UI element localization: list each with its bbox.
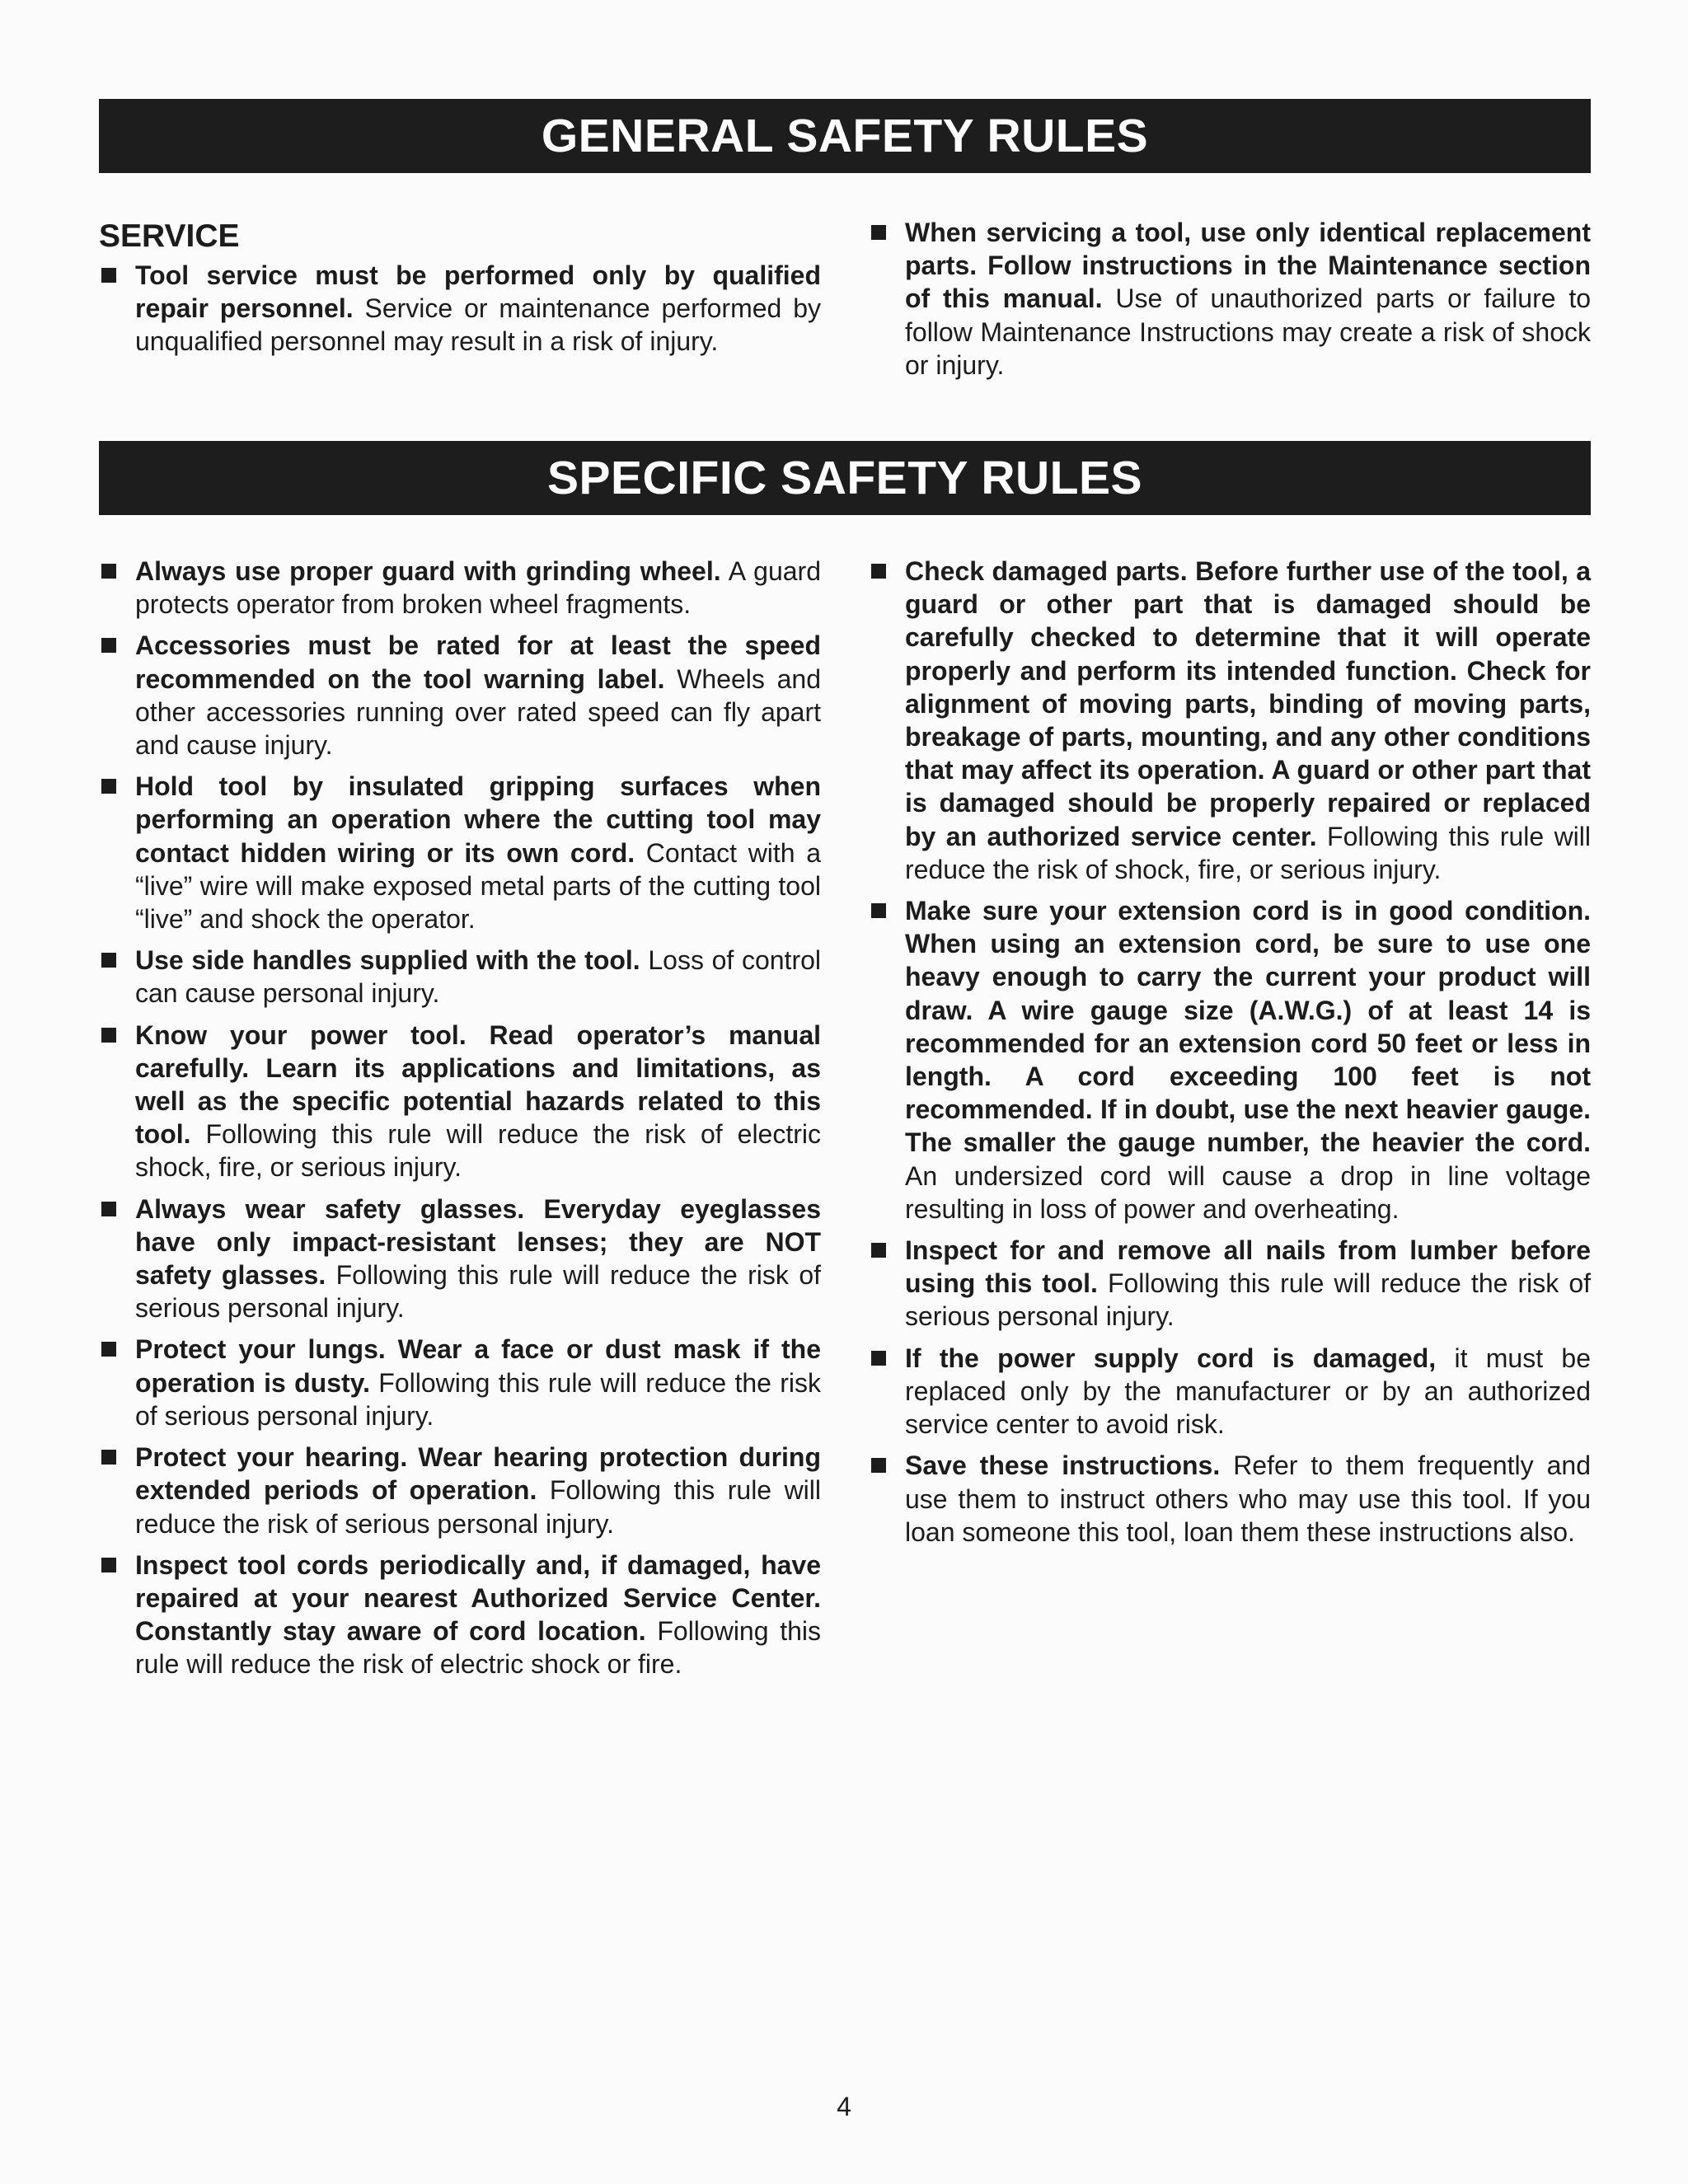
general-left-column (99, 216, 821, 390)
rule-bold-text: Inspect for and remove all nails from lumber before using this tool. (905, 1235, 1591, 1299)
rule-item (99, 944, 821, 1010)
square-bullet-icon (101, 1342, 116, 1357)
rule-body-text: Wheels and other accessories running over rated speed can fly apart and cause injury. (135, 663, 822, 761)
rule-item (99, 555, 821, 621)
rule-bold-text: Accessories must be rated for at least the speed recommended on the tool warning label. (135, 630, 821, 694)
general-right-list (869, 216, 1591, 382)
square-bullet-icon (101, 953, 116, 968)
page-number: 4 (837, 2092, 851, 2121)
rule-body-text: An undersized cord will cause a drop in line voltage resulting in loss of power and overheating. (905, 1160, 1591, 1224)
rule-item (869, 1342, 1591, 1441)
rule-body-text: it must be replaced only by the manufacturer or by an authorized service center to avoid risk. (905, 1343, 1592, 1440)
general-left-list (99, 259, 821, 359)
rule-bold-text: Make sure your extension cord is in good condition. When using an extension cord, be sure to use one heavy enough to carry the current your product will draw. A wire gauge size (A.W.G.) of at least 14 is recommended for an extension cord 50 feet or less in length. A cord exceeding 100 feet is not recommended. If in doubt, use the next heavier gauge. The smaller the gauge number, the heavier the cord. (905, 896, 1591, 1158)
rule-bold-text: Inspect tool cords periodically and, if damaged, have repaired at your nearest Authorized Service Center. Constantly stay aware of cord location. (135, 1549, 821, 1647)
square-bullet-icon (871, 1243, 886, 1258)
square-bullet-icon (101, 268, 116, 283)
square-bullet-icon (101, 1028, 116, 1043)
rule-body-text: Following this rule will reduce the risk of electric shock, fire, or serious injury. (135, 1119, 821, 1183)
rule-item (99, 1019, 821, 1184)
rule-item (869, 555, 1591, 886)
general-right-column (869, 216, 1591, 390)
rule-bold-text: Hold tool by insulated gripping surfaces when performing an operation where the cutting tool may contact hidden wiring or its own cord. (135, 771, 821, 868)
rule-bold-text: Always wear safety glasses. Everyday eyeglasses have only impact-resistant lenses; they are NOT safety glasses. (135, 1193, 821, 1291)
rule-body-text: Following this rule will reduce the risk of shock, fire, or serious injury. (905, 821, 1592, 884)
square-bullet-icon (871, 1458, 886, 1473)
service-heading: SERVICE (99, 218, 240, 254)
rule-item (99, 1333, 821, 1432)
rule-body-text: Following this rule will reduce the risk of electric shock or fire. (135, 1616, 822, 1680)
rule-body-text: Following this rule will reduce the risk of serious personal injury. (905, 1268, 1591, 1332)
rule-item (869, 1449, 1591, 1549)
square-bullet-icon (101, 1558, 116, 1572)
general-safety-rules-title: GENERAL SAFETY RULES (541, 110, 1149, 162)
rule-item (99, 259, 821, 359)
specific-right-column (869, 555, 1591, 1690)
rule-item (869, 894, 1591, 1226)
rule-bold-text: Protect your lungs. Wear a face or dust mask if the operation is dusty. (135, 1334, 821, 1398)
rule-body-text: Following this rule will reduce the risk of serious personal injury. (135, 1260, 822, 1324)
square-bullet-icon (101, 779, 116, 794)
specific-left-list (99, 555, 821, 1681)
rule-bold-text: Save these instructions. (905, 1451, 1221, 1481)
specific-safety-rules-banner (99, 441, 1591, 515)
rule-item (99, 770, 821, 935)
rule-bold-text: Protect your hearing. Wear hearing protection during extended periods of operation. (135, 1442, 821, 1506)
general-safety-rules-banner (99, 99, 1591, 173)
rule-body-text: Following this rule will reduce the risk of serious personal injury. (135, 1475, 822, 1539)
rule-bold-text: Tool service must be performed only by qualified repair personnel. (135, 260, 821, 324)
rule-item (99, 629, 821, 762)
specific-right-list (869, 555, 1591, 1549)
specific-rules-columns (99, 555, 1591, 1690)
rule-item (99, 1549, 821, 1681)
square-bullet-icon (871, 903, 886, 918)
square-bullet-icon (101, 564, 116, 579)
rule-item (869, 216, 1591, 382)
rule-body-text: Refer to them frequently and use them to instruct others who may use this tool. If you loan someone this tool, loan them these instructions also. (905, 1451, 1592, 1547)
rule-body-text: Use of unauthorized parts or failure to follow Maintenance Instructions may create a risk of shock or injury. (905, 284, 1592, 380)
square-bullet-icon (101, 1450, 116, 1465)
square-bullet-icon (871, 564, 886, 579)
rule-bold-text: Use side handles supplied with the tool. (135, 945, 640, 976)
specific-left-column (99, 555, 821, 1690)
square-bullet-icon (101, 638, 116, 653)
specific-safety-rules-title: SPECIFIC SAFETY RULES (546, 452, 1143, 505)
rule-bold-text: If the power supply cord is damaged, (905, 1343, 1437, 1373)
rule-body-text: Following this rule will reduce the risk of serious personal injury. (135, 1367, 821, 1431)
rule-body-text: Loss of control can cause personal injury. (135, 945, 822, 1009)
rule-bold-text: Always use proper guard with grinding wheel. (135, 556, 721, 587)
square-bullet-icon (871, 1351, 886, 1366)
rule-body-text: Service or maintenance performed by unqualified personnel may result in a risk of injury. (135, 293, 822, 357)
rule-item (869, 1234, 1591, 1333)
manual-page (99, 99, 1591, 1690)
rule-bold-text: Know your power tool. Read operator’s manual carefully. Learn its applications and limitations, as well as the specific potential hazards related to this tool. (135, 1019, 821, 1150)
rule-item (99, 1193, 821, 1325)
rule-bold-text: Check damaged parts. Before further use of the tool, a guard or other part that is damaged should be carefully checked to determine that it will operate properly and perform its intended function. Check for alignment of moving parts, binding of moving parts, breakage of parts, mounting, and any other conditions that may affect its operation. A guard or other part that is damaged should be properly repaired or replaced by an authorized service center. (905, 556, 1591, 851)
rule-body-text: Contact with a “live” wire will make exposed metal parts of the cutting tool “live” and shock the operator. (135, 837, 822, 935)
square-bullet-icon (101, 1202, 116, 1216)
rule-item (99, 1441, 821, 1540)
rule-bold-text: When servicing a tool, use only identical replacement parts. Follow instructions in the Maintenance section of this manual. (905, 218, 1591, 314)
general-rules-columns (99, 216, 1591, 390)
square-bullet-icon (871, 225, 886, 240)
rule-body-text: A guard protects operator from broken wheel fragments. (135, 556, 822, 620)
